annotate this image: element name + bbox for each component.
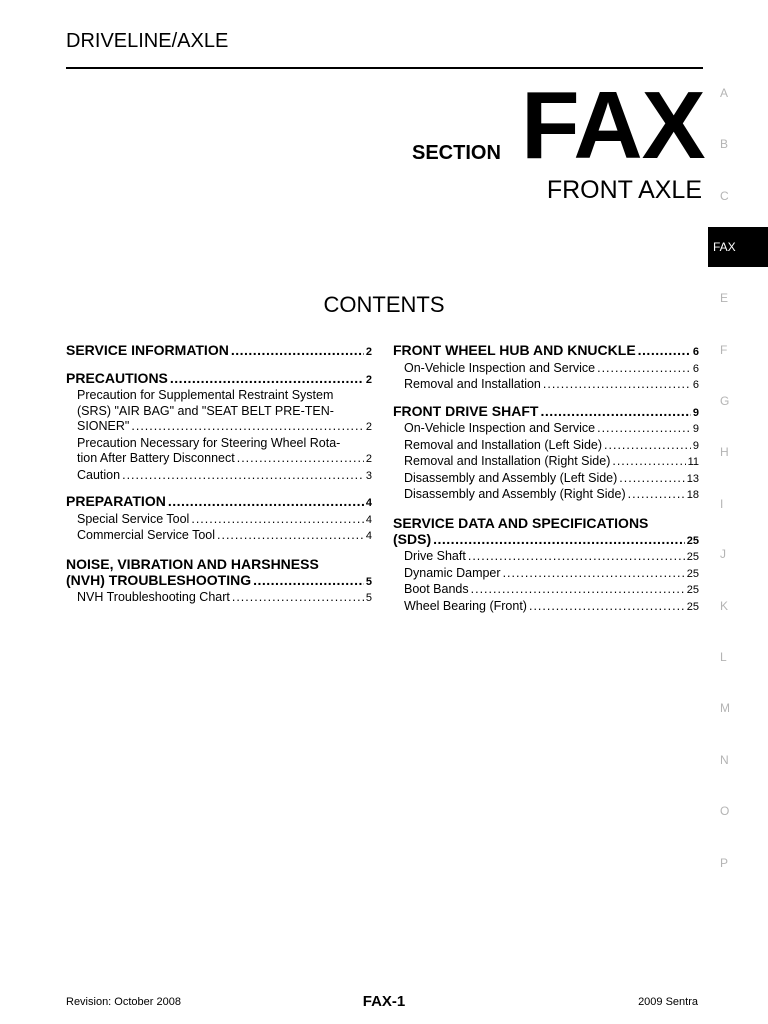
toc-page: 9 bbox=[692, 406, 699, 419]
tab-k[interactable] bbox=[708, 587, 768, 627]
dot-leader bbox=[191, 512, 364, 528]
toc-entry-srs-line[interactable]: Precaution for Supplemental Restraint System bbox=[77, 388, 334, 402]
dot-leader bbox=[237, 451, 364, 467]
toc-entry-srs[interactable] bbox=[66, 419, 372, 436]
toc-left-column bbox=[66, 343, 372, 607]
dot-leader bbox=[597, 421, 691, 437]
toc-page: 25 bbox=[686, 567, 699, 580]
dot-leader bbox=[604, 438, 691, 454]
toc-entry-hub-removal[interactable] bbox=[393, 377, 699, 394]
toc-label: On-Vehicle Inspection and Service bbox=[404, 360, 596, 375]
toc-entry-front-drive-shaft[interactable] bbox=[393, 404, 699, 422]
toc-entry-nvh[interactable] bbox=[66, 573, 372, 591]
toc-label: Removal and Installation bbox=[404, 377, 541, 391]
toc-page: 25 bbox=[686, 584, 699, 596]
toc-entry-front-wheel-hub[interactable] bbox=[393, 343, 699, 361]
dot-leader bbox=[543, 377, 691, 393]
tab-label: K bbox=[720, 599, 729, 613]
toc-page: 6 bbox=[692, 346, 699, 358]
toc-page: 6 bbox=[692, 379, 699, 391]
footer-model: 2009 Sentra bbox=[638, 996, 698, 1008]
tab-m[interactable] bbox=[708, 689, 768, 729]
toc-page: 13 bbox=[686, 472, 699, 485]
toc-page: 5 bbox=[365, 575, 372, 588]
tab-label: A bbox=[720, 86, 729, 100]
tab-label: M bbox=[720, 701, 730, 715]
tab-label: J bbox=[720, 547, 726, 561]
toc-entry-shaft-removal-right[interactable] bbox=[393, 454, 699, 471]
toc-page: 25 bbox=[686, 600, 699, 613]
toc-entry-shaft-disassembly-right[interactable] bbox=[393, 487, 699, 504]
tab-h[interactable] bbox=[708, 433, 768, 473]
toc-label: Wheel Bearing (Front) bbox=[404, 598, 527, 613]
toc-entry-service-information[interactable] bbox=[66, 343, 372, 361]
dot-leader bbox=[253, 573, 364, 589]
toc-entry-shaft-disassembly-left[interactable] bbox=[393, 471, 699, 488]
toc-page: 3 bbox=[365, 469, 372, 482]
dot-leader bbox=[170, 371, 364, 387]
tab-label: O bbox=[720, 804, 730, 818]
toc-label: Drive Shaft bbox=[404, 549, 466, 563]
toc-label: Removal and Installation (Left Side) bbox=[404, 437, 603, 452]
section-tab-strip bbox=[708, 0, 768, 1024]
toc-entry-srs-line[interactable]: (SRS) "AIR BAG" and "SEAT BELT PRE-TEN- bbox=[77, 403, 334, 418]
toc-entry-precautions[interactable] bbox=[66, 371, 372, 389]
tab-n[interactable] bbox=[708, 741, 768, 781]
dot-leader bbox=[529, 599, 685, 615]
toc-entry-caution[interactable] bbox=[66, 468, 372, 485]
dot-leader bbox=[612, 454, 685, 470]
toc-page: 2 bbox=[365, 373, 372, 386]
toc-label: PREPARATION bbox=[66, 493, 166, 509]
toc-page: 5 bbox=[365, 592, 372, 604]
section-code: FAX bbox=[521, 72, 705, 179]
tab-label: N bbox=[720, 753, 729, 767]
toc-entry-sds[interactable] bbox=[393, 532, 699, 550]
toc-right-column bbox=[393, 343, 699, 615]
toc-entry-boot-bands[interactable] bbox=[393, 582, 699, 599]
toc-entry-hub-inspection[interactable] bbox=[393, 361, 699, 378]
toc-label: NVH Troubleshooting Chart bbox=[77, 590, 230, 604]
dot-leader bbox=[619, 471, 684, 487]
toc-entry-dynamic-damper[interactable] bbox=[393, 566, 699, 583]
toc-label: FRONT DRIVE SHAFT bbox=[393, 402, 539, 419]
toc-page: 18 bbox=[686, 489, 699, 501]
contents-heading: CONTENTS bbox=[323, 292, 445, 317]
toc-label: (NVH) TROUBLESHOOTING bbox=[66, 571, 252, 588]
tab-label: P bbox=[720, 856, 729, 870]
tab-label: C bbox=[720, 189, 729, 203]
dot-leader bbox=[217, 528, 364, 544]
header-rule bbox=[66, 67, 703, 69]
toc-page: 2 bbox=[365, 346, 372, 358]
dot-leader bbox=[503, 566, 685, 582]
dot-leader bbox=[468, 549, 685, 565]
dot-leader bbox=[122, 468, 364, 484]
toc-entry-special-service-tool[interactable] bbox=[66, 512, 372, 529]
toc-page: 6 bbox=[692, 362, 699, 375]
header-title: DRIVELINE/AXLE bbox=[66, 30, 229, 52]
dot-leader bbox=[131, 419, 364, 435]
toc-label: On-Vehicle Inspection and Service bbox=[404, 421, 596, 435]
toc-label: Special Service Tool bbox=[77, 511, 190, 526]
toc-entry-commercial-service-tool[interactable] bbox=[66, 528, 372, 545]
toc-page: 4 bbox=[365, 497, 372, 509]
section-label: SECTION bbox=[412, 142, 501, 164]
toc-label: Boot Bands bbox=[404, 582, 469, 596]
toc-label: Caution bbox=[77, 467, 121, 482]
toc-entry-nvh-line[interactable]: NOISE, VIBRATION AND HARSHNESS bbox=[66, 555, 319, 572]
dot-leader bbox=[628, 487, 685, 503]
toc-entry-steering[interactable] bbox=[66, 451, 372, 468]
toc-label: Disassembly and Assembly (Right Side) bbox=[404, 487, 626, 501]
dot-leader bbox=[471, 582, 685, 598]
toc-entry-nvh-chart[interactable] bbox=[66, 590, 372, 607]
toc-label: Dynamic Damper bbox=[404, 565, 501, 580]
toc-label: PRECAUTIONS bbox=[66, 369, 168, 386]
tab-label: H bbox=[720, 445, 729, 459]
toc-page: 25 bbox=[686, 551, 699, 563]
dot-leader bbox=[433, 532, 685, 548]
toc-page: 9 bbox=[692, 439, 699, 452]
tab-label: L bbox=[720, 650, 727, 664]
tab-label: FAX bbox=[713, 240, 736, 254]
toc-page: 2 bbox=[365, 421, 372, 433]
section-name: FRONT AXLE bbox=[546, 176, 702, 204]
toc-label: Disassembly and Assembly (Left Side) bbox=[404, 470, 618, 485]
tab-fax[interactable] bbox=[708, 227, 768, 267]
footer-page-number: FAX-1 bbox=[362, 993, 406, 1010]
tab-g[interactable] bbox=[708, 382, 768, 422]
tab-e[interactable] bbox=[708, 279, 768, 319]
toc-entry-drive-shaft-data[interactable] bbox=[393, 549, 699, 566]
tab-label: F bbox=[720, 343, 728, 357]
toc-entry-sds-line[interactable]: SERVICE DATA AND SPECIFICATIONS bbox=[393, 514, 649, 531]
tab-i[interactable] bbox=[708, 485, 768, 525]
tab-label: E bbox=[720, 291, 729, 305]
dot-leader bbox=[232, 590, 364, 606]
tab-label: G bbox=[720, 394, 730, 408]
tab-p[interactable] bbox=[708, 844, 768, 884]
toc-entry-preparation[interactable] bbox=[66, 494, 372, 512]
tab-label: B bbox=[720, 137, 729, 151]
dot-leader bbox=[638, 343, 691, 359]
tab-b[interactable] bbox=[708, 125, 768, 165]
toc-entry-wheel-bearing[interactable] bbox=[393, 599, 699, 616]
toc-label: FRONT WHEEL HUB AND KNUCKLE bbox=[393, 342, 636, 358]
toc-page: 2 bbox=[365, 453, 372, 465]
toc-entry-steering-line[interactable]: Precaution Necessary for Steering Wheel Rota- bbox=[77, 435, 341, 450]
tab-c[interactable] bbox=[708, 177, 768, 217]
toc-page: 9 bbox=[692, 423, 699, 435]
toc-entry-shaft-removal-left[interactable] bbox=[393, 438, 699, 455]
toc-label: tion After Battery Disconnect bbox=[77, 451, 235, 465]
tab-l[interactable] bbox=[708, 638, 768, 678]
toc-label: Removal and Installation (Right Side) bbox=[404, 454, 611, 468]
dot-leader bbox=[231, 343, 364, 359]
toc-page: 25 bbox=[686, 534, 699, 547]
toc-label: SERVICE INFORMATION bbox=[66, 342, 229, 358]
toc-entry-shaft-inspection[interactable] bbox=[393, 421, 699, 438]
dot-leader bbox=[540, 404, 690, 420]
tab-f[interactable] bbox=[708, 331, 768, 371]
toc-page: 11 bbox=[687, 456, 699, 468]
tab-label: I bbox=[720, 497, 724, 511]
toc-label: SIONER" bbox=[77, 419, 130, 433]
dot-leader bbox=[168, 494, 364, 510]
footer-revision: Revision: October 2008 bbox=[66, 996, 181, 1008]
toc-page: 4 bbox=[365, 513, 372, 526]
tab-a[interactable] bbox=[708, 74, 768, 114]
toc-label: Commercial Service Tool bbox=[77, 528, 216, 542]
tab-o[interactable] bbox=[708, 792, 768, 832]
dot-leader bbox=[597, 361, 691, 377]
tab-j[interactable] bbox=[708, 535, 768, 575]
toc-label: (SDS) bbox=[393, 530, 432, 547]
toc-page: 4 bbox=[365, 530, 372, 542]
